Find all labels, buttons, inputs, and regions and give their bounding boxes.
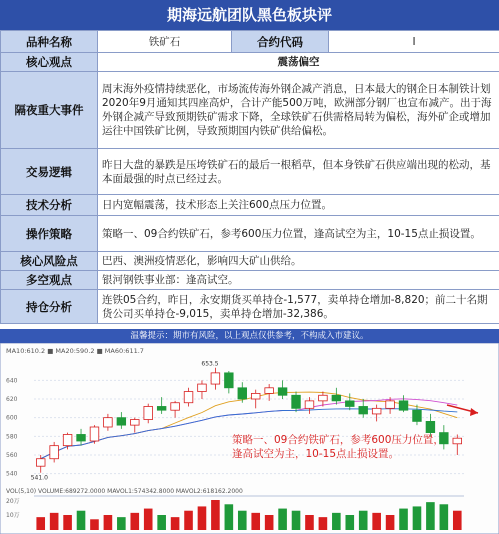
- candle-body: [386, 401, 395, 408]
- strategy-annotation: 策略一、09合约铁矿石，参考600压力位置，逢高试空为主，10-15点止损设置。: [232, 434, 444, 460]
- contract-value: I: [329, 31, 499, 53]
- candle-body: [171, 403, 180, 410]
- price-tick-label: 640: [6, 377, 18, 385]
- kline-header: MA10:610.2 ■ MA20:590.2 ■ MA60:611.7: [6, 347, 144, 355]
- candle-body: [372, 408, 381, 414]
- volume-bar: [225, 504, 234, 530]
- risk-notice: 温馨提示：期市有风险，以上观点仅供参考，不构成入市建议。: [0, 329, 499, 343]
- volume-bar: [453, 511, 462, 530]
- view-label: 核心观点: [1, 53, 98, 72]
- strategy-value: 策略一、09合约铁矿石，参考600压力位置，逢高试空为主，10-15点止损设置。: [98, 216, 499, 252]
- volume-bar: [198, 506, 207, 530]
- price-tick-label: 580: [6, 433, 18, 441]
- candle-body: [332, 395, 341, 401]
- volume-bar: [171, 517, 180, 530]
- volume-bar: [332, 513, 341, 530]
- candle-body: [90, 427, 99, 441]
- candle-body: [184, 392, 193, 403]
- candle-body: [130, 420, 139, 426]
- candle-body: [36, 459, 45, 466]
- long-label: 多空观点: [1, 271, 98, 290]
- view-row: [1, 53, 499, 72]
- tech-value: 日内宽幅震荡，技术形态上关注600点压力位置。: [98, 195, 499, 216]
- candle-body: [319, 395, 328, 401]
- volume-bar: [399, 509, 408, 530]
- candle-body: [292, 395, 301, 408]
- volume-bar: [211, 500, 220, 530]
- volume-bar: [265, 515, 274, 530]
- report-title: 期海远航团队黑色板块评: [0, 0, 499, 30]
- candle-body: [104, 418, 113, 427]
- price-tick-label: 540: [6, 470, 18, 478]
- volume-bar: [63, 515, 72, 530]
- volume-tick-label: 10万: [6, 512, 20, 519]
- tech-label: 技术分析: [1, 195, 98, 216]
- volume-bar: [157, 515, 166, 530]
- volume-bar: [426, 502, 435, 530]
- position-label: 持仓分析: [1, 290, 98, 324]
- volume-bar: [386, 515, 395, 530]
- candle-body: [278, 388, 287, 395]
- volume-bar: [292, 511, 301, 530]
- volume-bar: [77, 511, 86, 530]
- price-tick-label: 600: [6, 414, 18, 422]
- volume-bar: [372, 513, 381, 530]
- logic-value: 昨日大盘的暴跌是压垮铁矿石的最后一根稻草，但本身铁矿石供应端出现的松动，基本面最强的时点已经过去。: [98, 149, 499, 195]
- candle-body: [50, 446, 59, 459]
- long-value: 银河钢铁事业部：逢高试空。: [98, 271, 499, 290]
- volume-bar: [440, 504, 449, 530]
- candle-body: [305, 401, 314, 408]
- risk-value: 巴西、澳洲疫情恶化，影响四大矿山供给。: [98, 252, 499, 271]
- volume-bar: [130, 513, 139, 530]
- report-table: [0, 30, 499, 324]
- position-value: 连铁05合约，昨日，永安期货买单持仓-1,577，卖单持仓增加-8,820；前二十名期货公司买单持仓-9,015，卖单持仓增加-32,386。: [98, 290, 499, 324]
- price-tick-label: 620: [6, 396, 18, 403]
- logic-row: [1, 149, 499, 195]
- candle-body: [238, 388, 247, 399]
- volume-bar: [184, 511, 193, 530]
- candle-body: [225, 373, 234, 388]
- variety-value: 铁矿石: [98, 31, 232, 53]
- volume-bar: [90, 519, 99, 530]
- volume-header: VOL(5,10) VOLUME:689272.0000 MAVOL1:574342.8000 MAVOL2:618162.2000: [6, 488, 243, 495]
- price-tick-label: 560: [6, 452, 18, 459]
- volume-bar: [413, 506, 422, 530]
- candle-body: [144, 406, 153, 419]
- price-high-label: 653.5: [201, 360, 219, 368]
- logic-label: 交易逻辑: [1, 149, 98, 195]
- events-row: [1, 72, 499, 149]
- candle-body: [63, 434, 72, 445]
- strategy-annotation-box: [232, 433, 450, 467]
- risk-row: [1, 252, 499, 271]
- price-low-label: 541.0: [30, 474, 48, 482]
- volume-tick-label: 20万: [6, 498, 20, 505]
- variety-label: 品种名称: [1, 31, 98, 53]
- candle-body: [453, 438, 462, 444]
- volume-bar: [144, 509, 153, 530]
- volume-bar: [36, 517, 45, 530]
- events-label: 隔夜重大事件: [1, 72, 98, 149]
- volume-bar: [305, 515, 314, 530]
- kline-chart: [0, 343, 499, 534]
- tech-row: [1, 195, 499, 216]
- volume-bar: [251, 513, 260, 530]
- kline-chart-svg: [0, 343, 499, 534]
- candle-body: [211, 373, 220, 384]
- events-value: 周末海外疫情持续恶化，市场流传海外钢企减产消息，日本最大的钢企日本制铁计划2020年9月通知其四座高炉，合计产能500万吨，欧洲部分钢厂也宣布减产。出于海外钢企减产导致预期铁矿需求下降，全球铁矿石供需格局转为偏松，海外矿企或增加运往中国铁矿比例，导致预期国内铁矿供给偏松。: [98, 72, 499, 149]
- candle-body: [345, 401, 354, 407]
- candle-body: [265, 388, 274, 394]
- contract-label: 合约代码: [232, 31, 329, 53]
- candle-body: [117, 418, 126, 425]
- candle-body: [77, 434, 86, 441]
- candle-body: [359, 406, 368, 413]
- volume-bar: [50, 513, 59, 530]
- long-row: [1, 271, 499, 290]
- candle-body: [251, 393, 260, 399]
- strategy-label: 操作策略: [1, 216, 98, 252]
- candle-body: [413, 410, 422, 421]
- volume-bar: [238, 511, 247, 530]
- candle-body: [198, 384, 207, 391]
- candle-body: [426, 421, 435, 432]
- position-row: [1, 290, 499, 324]
- candle-body: [157, 406, 166, 410]
- risk-label: 核心风险点: [1, 252, 98, 271]
- strategy-row: [1, 216, 499, 252]
- volume-bar: [104, 515, 113, 530]
- candle-body: [399, 401, 408, 410]
- volume-bar: [117, 517, 126, 530]
- volume-bar: [319, 517, 328, 530]
- view-value: 震荡偏空: [98, 53, 499, 72]
- volume-bar: [359, 511, 368, 530]
- volume-bar: [278, 509, 287, 530]
- volume-bar: [345, 515, 354, 530]
- variety-row: [1, 31, 499, 53]
